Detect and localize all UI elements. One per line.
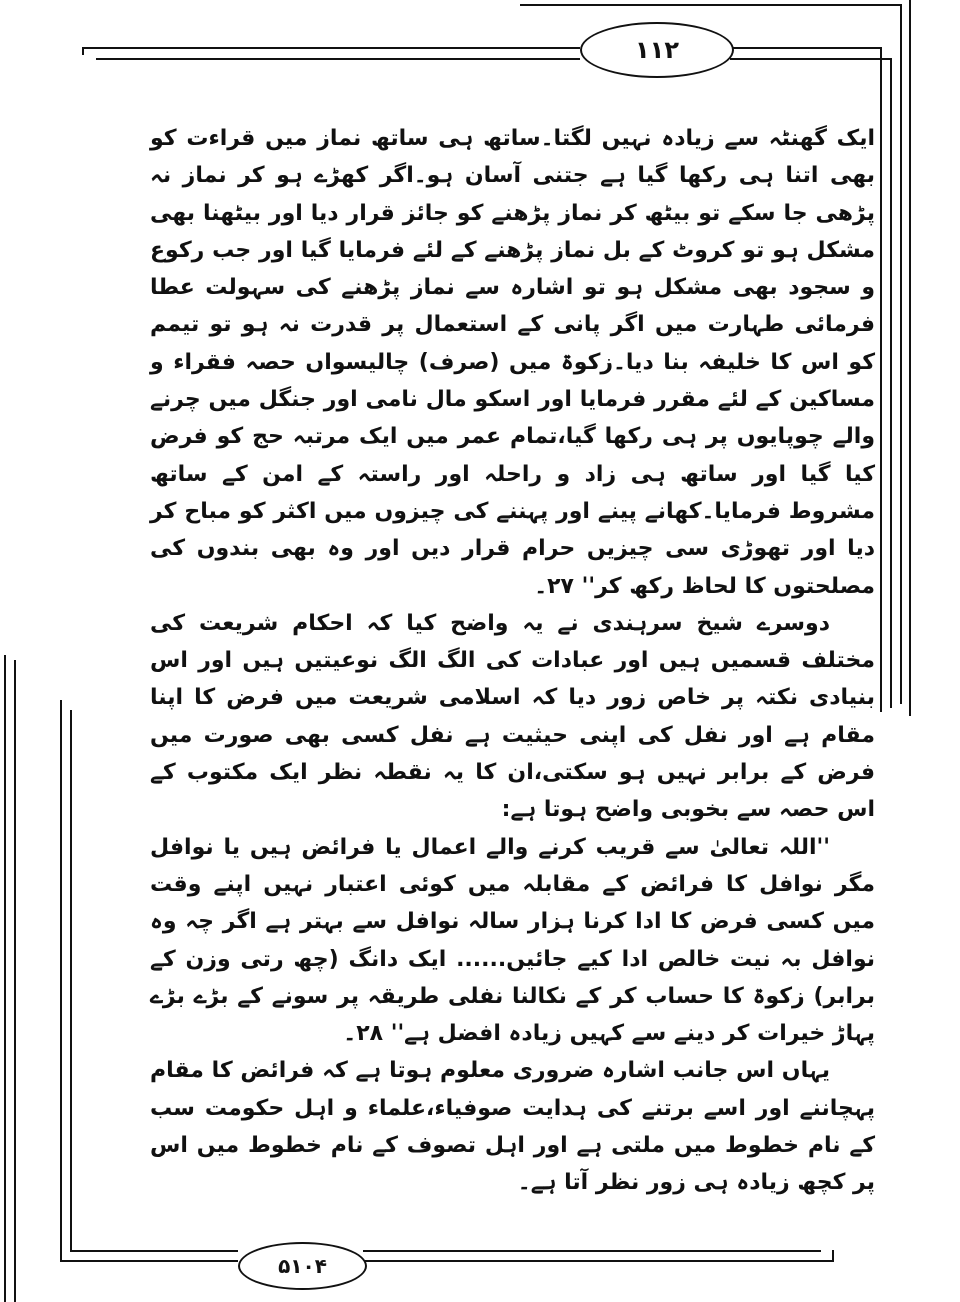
frame-right-edge [909,0,911,716]
frame-left-top-stub [82,47,84,55]
frame-bottom-outer [60,1260,238,1262]
page-number: ۱۱۲ [580,22,734,78]
frame-outer-top-right [730,47,880,49]
quote-paragraph: ''اللہ تعالیٰ سے قریب کرنے والے اعمال یا فرائض ہیں یا نوافل مگر نوافل کا فرائض کے مقابلہ میں کوئی اعتبار نہیں اپنے وقت میں کسی فرض کا ادا کرنا ہزار سالہ نوافل سے بہتر ہے اگر چہ وہ نوافل بہ نیت خالص ادا کیے جائیں...... ایک دانگ (چھ رتی وزن کے برابر) زکوۃ کا حساب کر کے نکالنا نفلی طریقہ پر سونے کے بڑے بڑے پہاڑ خیرات کر دینے سے کہیں زیادہ افضل ہے'' ۲۸۔ [150,834,875,1047]
frame-bottom-outer-right [363,1260,833,1262]
frame-left-inner [60,700,62,1260]
frame-inner-top-right [730,58,890,60]
frame-left-innermost [70,710,72,1250]
frame-top-edge [520,4,900,6]
frame-right-inner [900,4,902,704]
frame-outer-top [82,47,580,49]
paragraph-1: ایک گھنٹہ سے زیادہ نہیں لگتا۔ساتھ ہی ساتھ نماز میں قراءت کو بھی اتنا ہی رکھا گیا ہے جتنی آسان ہو۔اگر کھڑے ہو کر نماز نہ پڑھی جا سکے تو بیٹھ کر نماز پڑھنے کو جائز قرار دیا اور بیٹھنا بھی مشکل ہو تو کروٹ کے بل نماز پڑھنے کے لئے فرمایا گیا اور جب رکوع و سجود بھی مشکل ہو تو اشارہ سے نماز پڑھنے کی سہولت عطا فرمائی طہارت میں اگر پانی کے استعمال پر قدرت نہ ہو تو تیمم کو اس کا خلیفہ بنا دیا۔زکوۃ میں (صرف) چالیسواں حصہ فقراء و مساکین کے لئے مقرر فرمایا اور اسکو مال نامی اور جنگل میں چرنے والے چوپایوں پر ہی رکھا گیا،تمام عمر میں ایک مرتبہ حج کو فرض کیا گیا اور ساتھ ہی زاد و راحلہ اور راستہ کے امن کے ساتھ مشروط فرمایا۔کھانے پینے اور پہننے کی چیزوں میں اکثر کو مباح کر دیا اور تھوڑی سی چیزیں حرام قرار دیں اور وہ بھی بندوں کی مصلحتوں کا لحاظ رکھ کر'' ۲۷۔ [150,126,875,599]
frame-left-mid [14,660,16,1302]
frame-left-outer [4,655,6,1302]
frame-bottom-right-stub [832,1250,834,1262]
frame-bottom-inner-right [363,1250,821,1252]
footer-code: ۵۱۰۴ [238,1242,367,1290]
paragraph-4: یہاں اس جانب اشارہ ضروری معلوم ہوتا ہے کہ فرائض کا مقام پہچاننے اور اسے برتنے کی ہدایت صوفیاء،علماء و اہل حکومت سب کے نام خطوط میں ملتی ہے اور اہل تصوف کے نام خطوط میں اس پر کچھ زیادہ ہی زور نظر آتا ہے۔ [150,1058,875,1196]
frame-right-mid [890,58,892,708]
frame-bottom-inner [70,1250,238,1252]
body-text [150,120,875,1202]
paragraph-2: دوسرے شیخ سرہندی نے یہ واضح کیا کہ احکام شریعت کی مختلف قسمیں ہیں اور عبادات کی الگ الگ نوعیتیں ہیں اور اس بنیادی نکتہ پر خاص زور دیا کہ اسلامی شریعت میں فرض کا اپنا مقام ہے اور نفل کی اپنی حیثیت ہے نفل کسی بھی صورت میں فرض کے برابر نہیں ہو سکتی،ان کا یہ نقطہ نظر ایک مکتوب کے اس حصہ سے بخوبی واضح ہوتا ہے: [150,610,875,823]
frame-right-outer [880,47,882,712]
frame-inner-top [96,58,580,60]
